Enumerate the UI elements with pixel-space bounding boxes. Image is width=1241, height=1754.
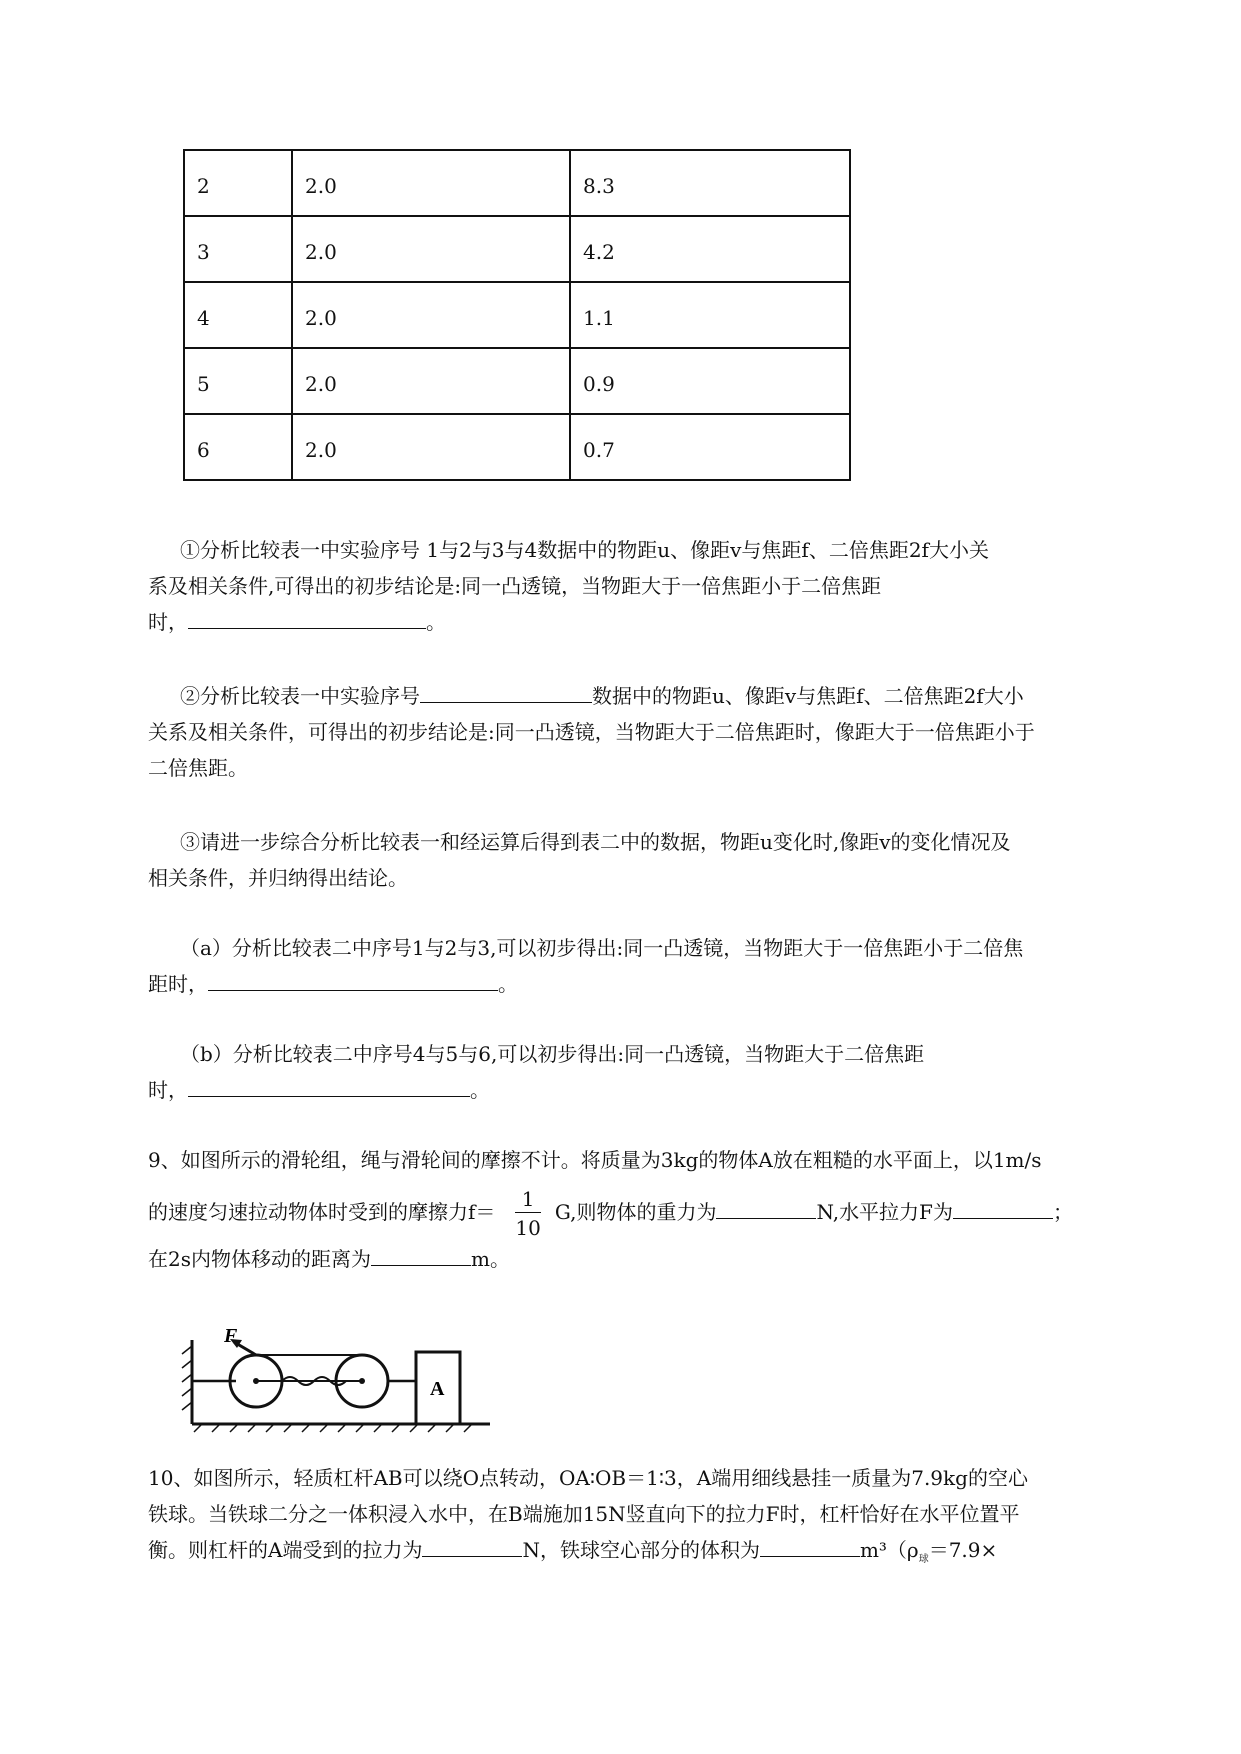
question-10-line <box>148 1532 1148 1578</box>
answer-blank[interactable] <box>188 604 426 629</box>
question-2 <box>148 678 1138 786</box>
table-row <box>184 348 850 414</box>
question-10-line: 10、如图所示，轻质杠杆AB可以绕O点转动，OA∶OB＝1∶3，A端用细线悬挂一质量为7.9kg的空心 <box>148 1466 1028 1490</box>
text-span: m。 <box>471 1247 510 1271</box>
question-2-line: 二倍焦距。 <box>148 756 248 780</box>
wall <box>182 1340 192 1424</box>
table-cell: 4 <box>184 282 292 348</box>
fraction-numerator: 1 <box>521 1187 535 1211</box>
table-cell: 3 <box>184 216 292 282</box>
question-1-line: ①分析比较表一中实验序号 1与2与3与4数据中的物距u、像距v与焦距f、二倍焦距2f大小关 <box>180 538 989 562</box>
question-3a-answer-line <box>148 966 1138 1002</box>
question-1 <box>148 532 1138 640</box>
question-1-line: 系及相关条件,可得出的初步结论是:同一凸透镜，当物距大于一倍焦距小于二倍焦距 <box>148 574 882 598</box>
text-span: m³（ρ <box>859 1538 919 1562</box>
text-span: 衡。则杠杆的A端受到的拉力为 <box>148 1538 423 1562</box>
pulley-diagram <box>180 1316 500 1436</box>
table-row <box>184 216 850 282</box>
answer-blank[interactable] <box>422 1532 522 1557</box>
text-span: ＝7.9× <box>928 1538 998 1562</box>
question-3-line: 相关条件，并归纳得出结论。 <box>148 866 408 890</box>
answer-blank[interactable] <box>208 966 498 991</box>
question-3a <box>148 930 1138 1002</box>
question-1-answer-line <box>148 604 1138 640</box>
text-span: ； <box>1052 1200 1073 1224</box>
question-3b-line: （b）分析比较表二中序号4与5与6,可以初步得出:同一凸透镜，当物距大于二倍焦距 <box>180 1042 925 1066</box>
table-cell: 0.7 <box>570 414 850 480</box>
table-cell: 2.0 <box>292 216 570 282</box>
label-A: A <box>430 1378 445 1400</box>
question-2-line: 关系及相关条件，可得出的初步结论是:同一凸透镜，当物距大于二倍焦距时，像距大于一倍焦距小于 <box>148 720 1035 744</box>
answer-blank[interactable] <box>716 1194 816 1219</box>
text-span: 。 <box>426 610 446 634</box>
table-cell: 6 <box>184 414 292 480</box>
question-9-line <box>148 1241 1148 1277</box>
question-9-line <box>148 1186 1148 1241</box>
table-cell: 5 <box>184 348 292 414</box>
question-9 <box>148 1142 1148 1277</box>
answer-blank[interactable] <box>760 1532 860 1557</box>
table-cell: 2.0 <box>292 414 570 480</box>
table-cell: 2 <box>184 150 292 216</box>
text-span: 数据中的物距u、像距v与焦距f、二倍焦距2f大小 <box>592 684 1024 708</box>
text-span: 时， <box>148 610 188 634</box>
subscript: 球 <box>918 1554 929 1565</box>
text-span: G,则物体的重力为 <box>554 1200 717 1224</box>
fraction <box>515 1186 540 1241</box>
question-3-line: ③请进一步综合分析比较表一和经运算后得到表二中的数据，物距u变化时,像距v的变化情况及 <box>180 830 1011 854</box>
question-9-line: 9、如图所示的滑轮组，绳与滑轮间的摩擦不计。将质量为3kg的物体A放在粗糙的水平面上，以1m/s <box>148 1148 1042 1172</box>
text-span: 的速度匀速拉动物体时受到的摩擦力f＝ <box>148 1200 496 1224</box>
question-2-line <box>148 678 1138 714</box>
answer-blank[interactable] <box>953 1194 1053 1219</box>
answer-blank[interactable] <box>371 1241 471 1266</box>
table-row <box>184 282 850 348</box>
question-3b-answer-line <box>148 1072 1138 1108</box>
table-cell: 8.3 <box>570 150 850 216</box>
table-row <box>184 414 850 480</box>
table-cell: 2.0 <box>292 348 570 414</box>
question-10-line: 铁球。当铁球二分之一体积浸入水中，在B端施加15N竖直向下的拉力F时，杠杆恰好在水平位置平 <box>148 1502 1020 1526</box>
table-cell: 2.0 <box>292 282 570 348</box>
table-cell: 1.1 <box>570 282 850 348</box>
text-span: 。 <box>498 972 518 996</box>
table-cell: 0.9 <box>570 348 850 414</box>
text-span: 在2s内物体移动的距离为 <box>148 1247 371 1271</box>
question-3 <box>148 824 1138 896</box>
table-cell: 4.2 <box>570 216 850 282</box>
text-span: 。 <box>470 1078 490 1102</box>
question-3b <box>148 1036 1138 1108</box>
question-10 <box>148 1460 1148 1578</box>
text-span: 时， <box>148 1078 188 1102</box>
data-table <box>183 149 851 481</box>
table-row <box>184 150 850 216</box>
answer-blank[interactable] <box>188 1072 470 1097</box>
text-span: N，铁球空心部分的体积为 <box>522 1538 760 1562</box>
text-span: 距时， <box>148 972 208 996</box>
text-span: ②分析比较表一中实验序号 <box>180 684 420 708</box>
question-3a-line: （a）分析比较表二中序号1与2与3,可以初步得出:同一凸透镜，当物距大于一倍焦距小于二倍焦 <box>180 936 1024 960</box>
table-cell: 2.0 <box>292 150 570 216</box>
label-F: F <box>224 1325 238 1347</box>
text-span: N,水平拉力F为 <box>816 1200 953 1224</box>
answer-blank[interactable] <box>420 678 592 703</box>
fraction-denominator: 10 <box>515 1212 540 1241</box>
